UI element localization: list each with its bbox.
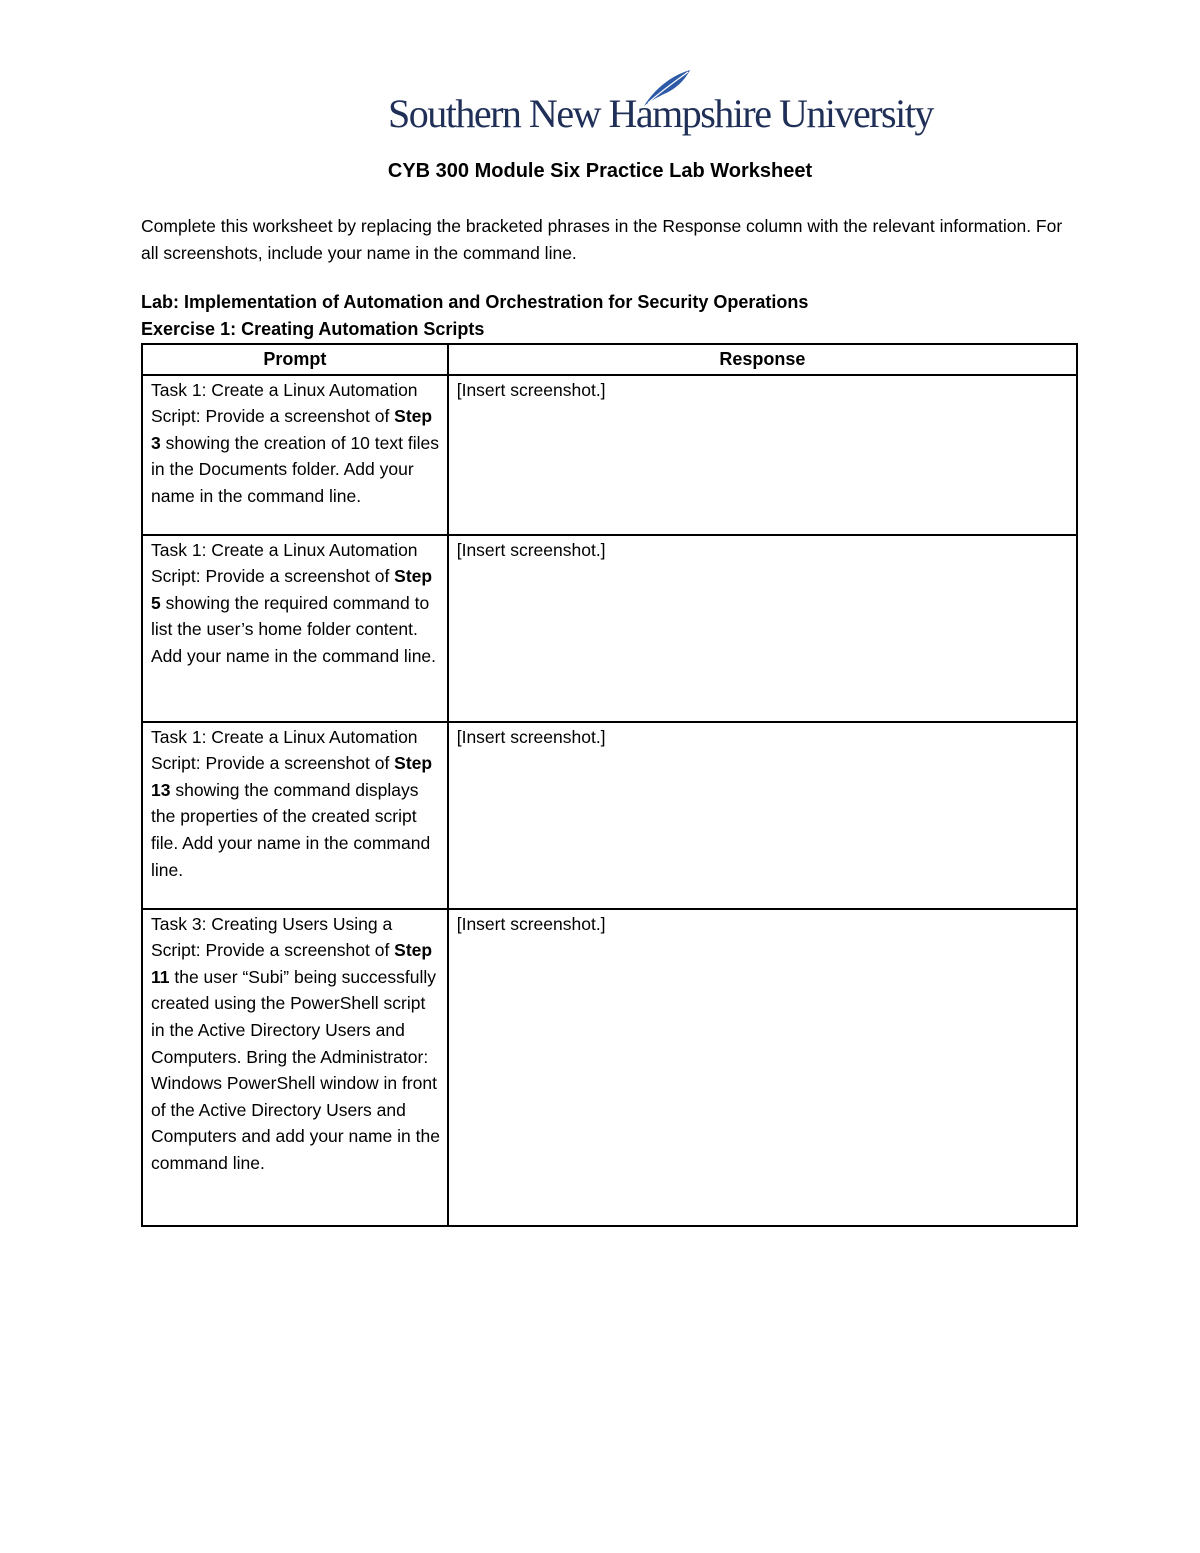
prompt-column-header: Prompt: [142, 344, 448, 375]
prompt-text: the user “Subi” being successfully created using the PowerShell script in the Active Directory Users and Computers. Bring the Administrator: Windows PowerShell window in front of the Active Directory Users and Computers and add your name in the command line.: [151, 966, 440, 1173]
step-reference: Step 11: [151, 940, 433, 987]
prompt-cell: [142, 909, 448, 1226]
university-logo: [388, 68, 933, 140]
response-cell[interactable]: [Insert screenshot.]: [448, 535, 1077, 722]
prompt-text: Task 1: Create a Linux Automation Script: Provide a screenshot of: [151, 539, 418, 587]
table-row: [142, 375, 1077, 535]
response-cell[interactable]: [Insert screenshot.]: [448, 909, 1077, 1226]
step-reference: Step 5: [151, 566, 433, 613]
logo-wordmark: Southern New Hampshire University: [388, 91, 933, 136]
step-reference: Step 3: [151, 406, 433, 453]
prompt-text: showing the creation of 10 text files in the Documents folder. Add your name in the command line.: [151, 432, 439, 506]
table-header-row: [142, 344, 1077, 375]
table-row: [142, 722, 1077, 909]
prompt-text: Task 3: Creating Users Using a Script: Provide a screenshot of: [151, 913, 395, 961]
response-column-header: Response: [448, 344, 1077, 375]
prompt-cell: [142, 535, 448, 722]
instructions-paragraph: Complete this worksheet by replacing the bracketed phrases in the Response column with the relevant information. For all screenshots, include your name in the command line.: [141, 216, 1063, 263]
response-cell[interactable]: [Insert screenshot.]: [448, 375, 1077, 535]
prompt-text: showing the command displays the properties of the created script file. Add your name in the command line.: [151, 779, 431, 880]
exercise-heading: Exercise 1: Creating Automation Scripts: [141, 319, 485, 339]
table-row: [142, 909, 1077, 1226]
prompt-text: Task 1: Create a Linux Automation Script: Provide a screenshot of: [151, 379, 418, 427]
table-row: [142, 535, 1077, 722]
prompt-cell: [142, 375, 448, 535]
prompt-text: showing the required command to list the user’s home folder content. Add your name in the command line.: [151, 592, 437, 666]
lab-heading: Lab: Implementation of Automation and Orchestration for Security Operations: [141, 292, 809, 312]
prompt-cell: [142, 722, 448, 909]
prompt-text: Task 1: Create a Linux Automation Script: Provide a screenshot of: [151, 726, 418, 774]
response-cell[interactable]: [Insert screenshot.]: [448, 722, 1077, 909]
document-title: CYB 300 Module Six Practice Lab Worksheet: [387, 160, 813, 182]
step-reference: Step 13: [151, 753, 433, 800]
worksheet-table: [141, 343, 1078, 1227]
